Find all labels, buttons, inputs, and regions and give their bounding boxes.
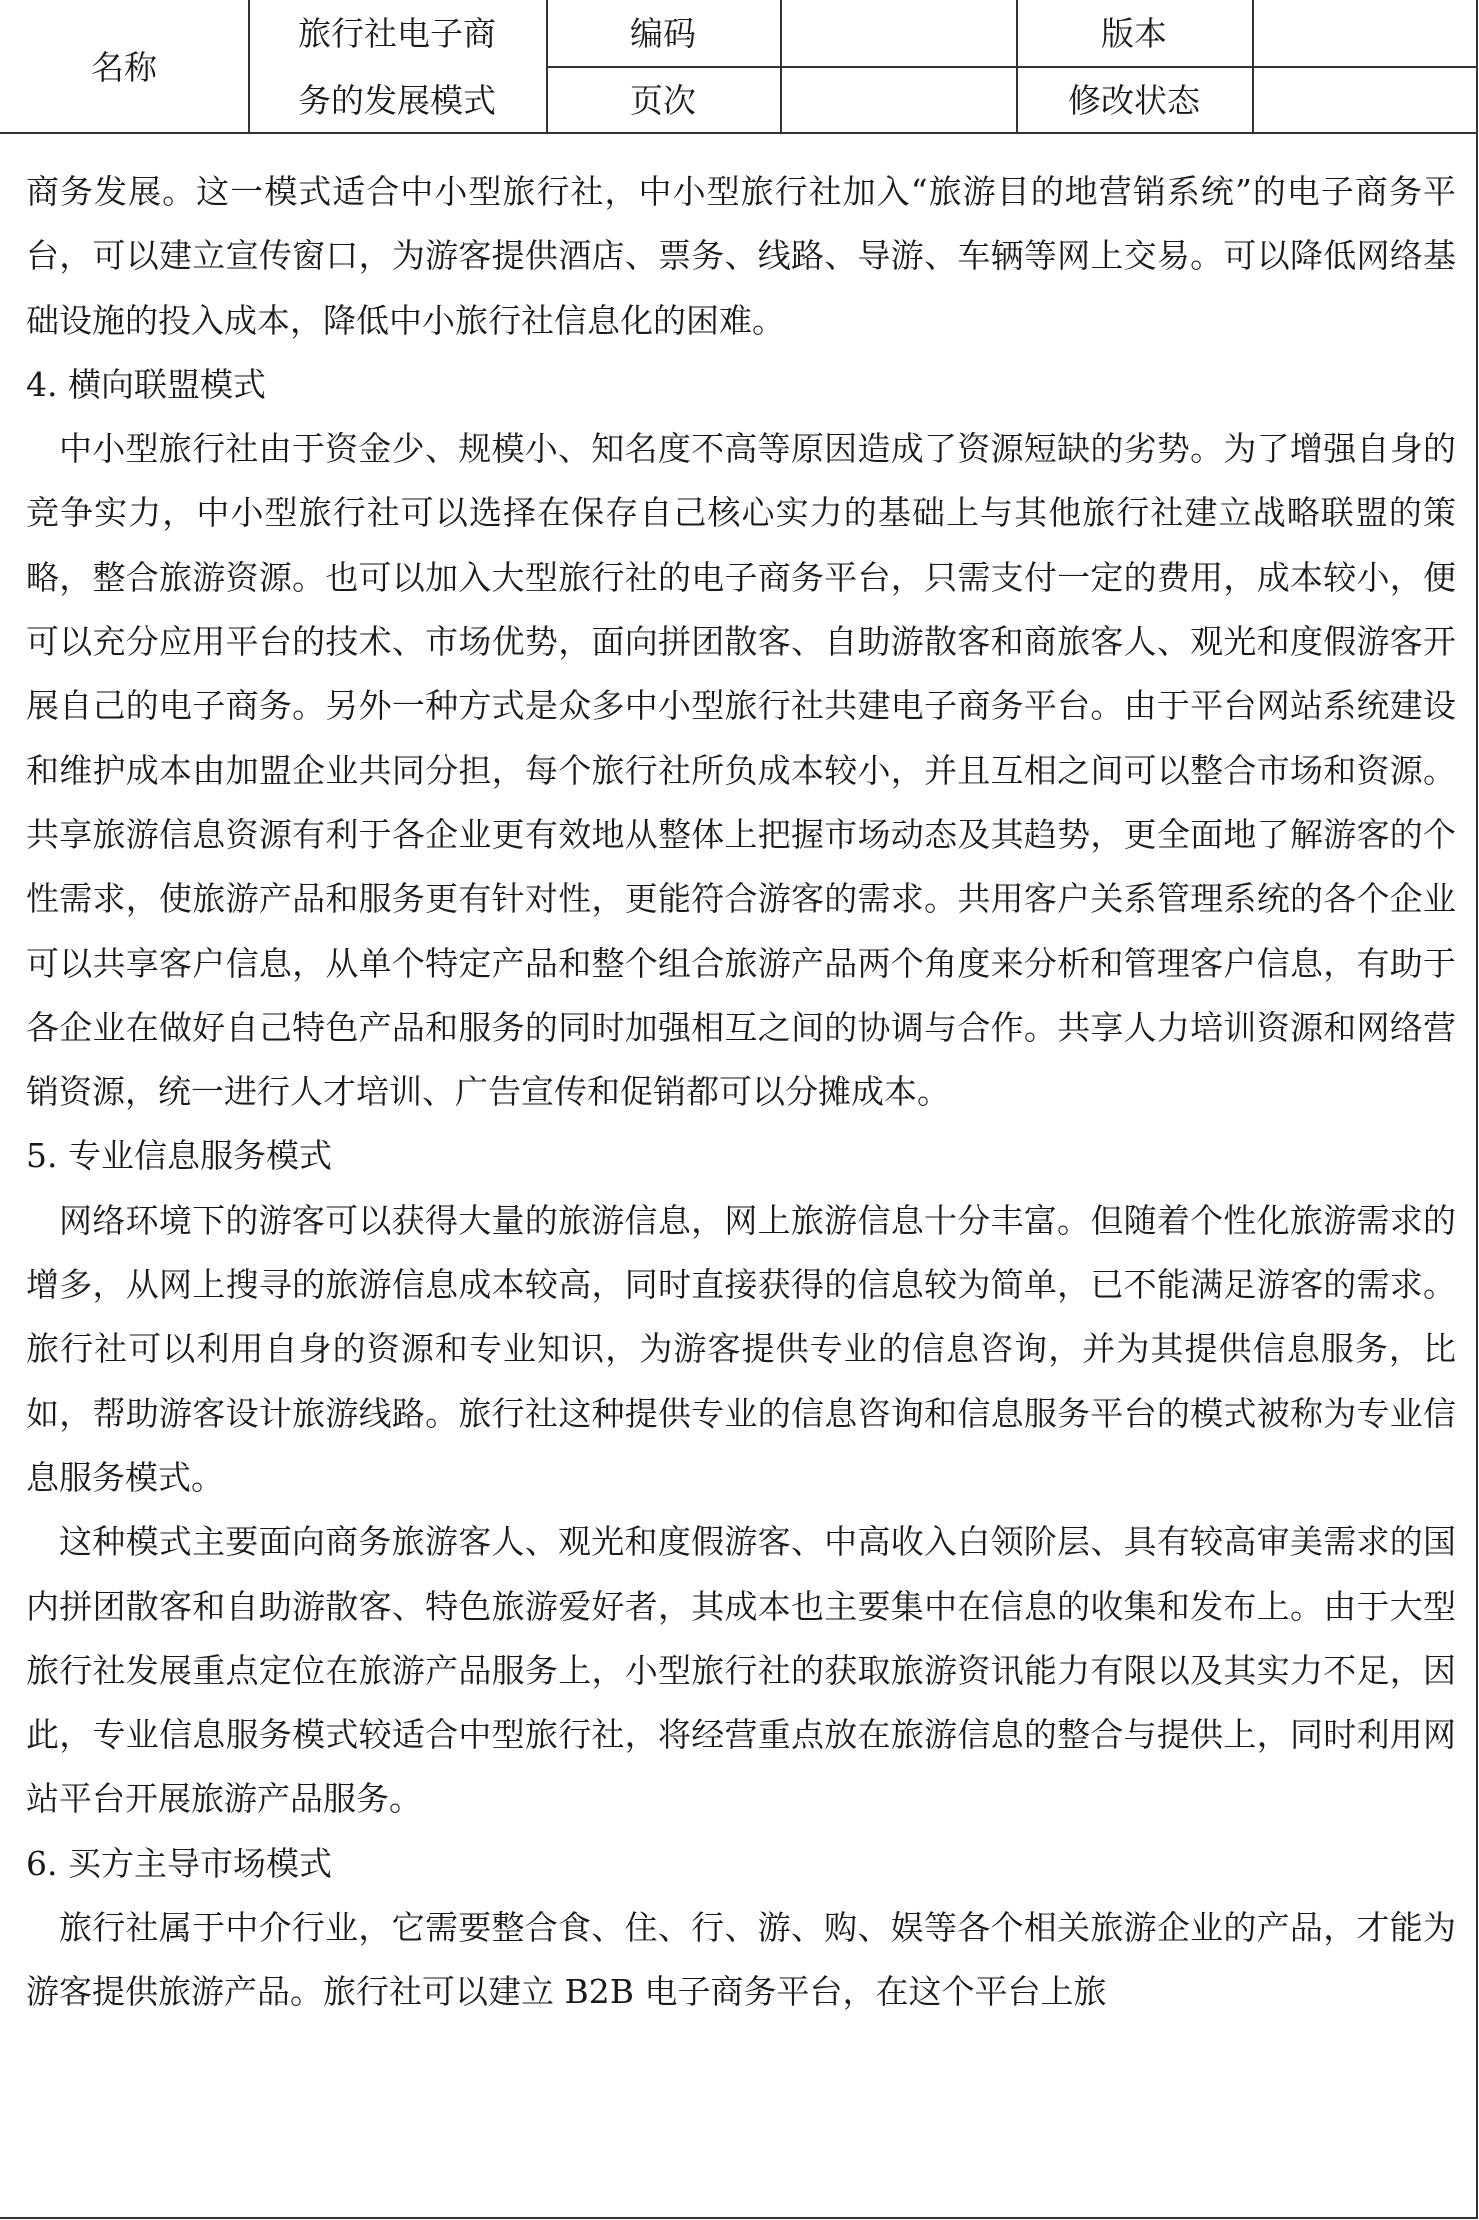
section-heading-6: 6. 买方主导市场模式 bbox=[26, 1843, 332, 1883]
header-table bbox=[0, 0, 1478, 134]
page-label: 页次 bbox=[630, 81, 696, 120]
section-heading-5: 5. 专业信息服务模式 bbox=[26, 1136, 332, 1176]
paragraph: 这种模式主要面向商务旅游客人、观光和度假游客、中高收入白领阶层、具有较高审美需求的国内拼团散客和自助游散客、特色旅游爱好者，其成本也主要集中在信息的收集和发布上。由于大型旅行社发展重点定位在旅游产品服务上，小型旅行社的获取旅游资讯能力有限以及其实力不足，因此，专业信息服务模式较适合中型旅行社，将经营重点放在旅游信息的整合与提供上，同时利用网站平台开展旅游产品服务。 bbox=[26, 1522, 1456, 1819]
name-value-line2: 务的发展模式 bbox=[298, 81, 496, 120]
code-label: 编码 bbox=[630, 13, 696, 53]
name-label: 名称 bbox=[91, 47, 157, 87]
code-value bbox=[780, 0, 1016, 66]
version-value bbox=[1252, 0, 1478, 66]
paragraph: 网络环境下的游客可以获得大量的旅游信息，网上旅游信息十分丰富。但随着个性化旅游需求的增多，从网上搜寻的旅游信息成本较高，同时直接获得的信息较为简单，已不能满足游客的需求。旅行社可以利用自身的资源和专业知识，为游客提供专业的信息咨询，并为其提供信息服务，比如，帮助游客设计旅游线路。旅行社这种提供专业的信息咨询和信息服务平台的模式被称为专业信息服务模式。 bbox=[26, 1200, 1456, 1497]
document-body bbox=[26, 160, 1456, 2025]
paragraph: 旅行社属于中介行业，它需要整合食、住、行、游、购、娱等各个相关旅游企业的产品，才能为游客提供旅游产品。旅行社可以建立 B2B 电子商务平台，在这个平台上旅 bbox=[26, 1908, 1456, 2012]
revision-value bbox=[1252, 67, 1478, 134]
name-value-line1: 旅行社电子商 bbox=[298, 14, 496, 53]
page-value bbox=[780, 67, 1016, 134]
section-heading-4: 4. 横向联盟模式 bbox=[26, 364, 266, 404]
paragraph-continued: 商务发展。这一模式适合中小型旅行社，中小型旅行社加入“旅游目的地营销系统”的电子商务平台，可以建立宣传窗口，为游客提供酒店、票务、线路、导游、车辆等网上交易。可以降低网络基础设施的投入成本，降低中小旅行社信息化的困难。 bbox=[26, 172, 1456, 340]
version-label: 版本 bbox=[1101, 13, 1167, 53]
revision-label: 修改状态 bbox=[1068, 81, 1200, 120]
paragraph: 中小型旅行社由于资金少、规模小、知名度不高等原因造成了资源短缺的劣势。为了增强自身的竞争实力，中小型旅行社可以选择在保存自己核心实力的基础上与其他旅行社建立战略联盟的策略，整合旅游资源。也可以加入大型旅行社的电子商务平台，只需支付一定的费用，成本较小，便可以充分应用平台的技术、市场优势，面向拼团散客、自助游散客和商旅客人、观光和度假游客开展自己的电子商务。另外一种方式是众多中小型旅行社共建电子商务平台。由于平台网站系统建设和维护成本由加盟企业共同分担，每个旅行社所负成本较小，并且互相之间可以整合市场和资源。共享旅游信息资源有利于各企业更有效地从整体上把握市场动态及其趋势，更全面地了解游客的个性需求，使旅游产品和服务更有针对性，更能符合游客的需求。共用客户关系管理系统的各个企业可以共享客户信息，从单个特定产品和整个组合旅游产品两个角度来分析和管理客户信息，有助于各企业在做好自己特色产品和服务的同时加强相互之间的协调与合作。共享人力培训资源和网络营销资源，统一进行人才培训、广告宣传和促销都可以分摊成本。 bbox=[26, 429, 1456, 1112]
